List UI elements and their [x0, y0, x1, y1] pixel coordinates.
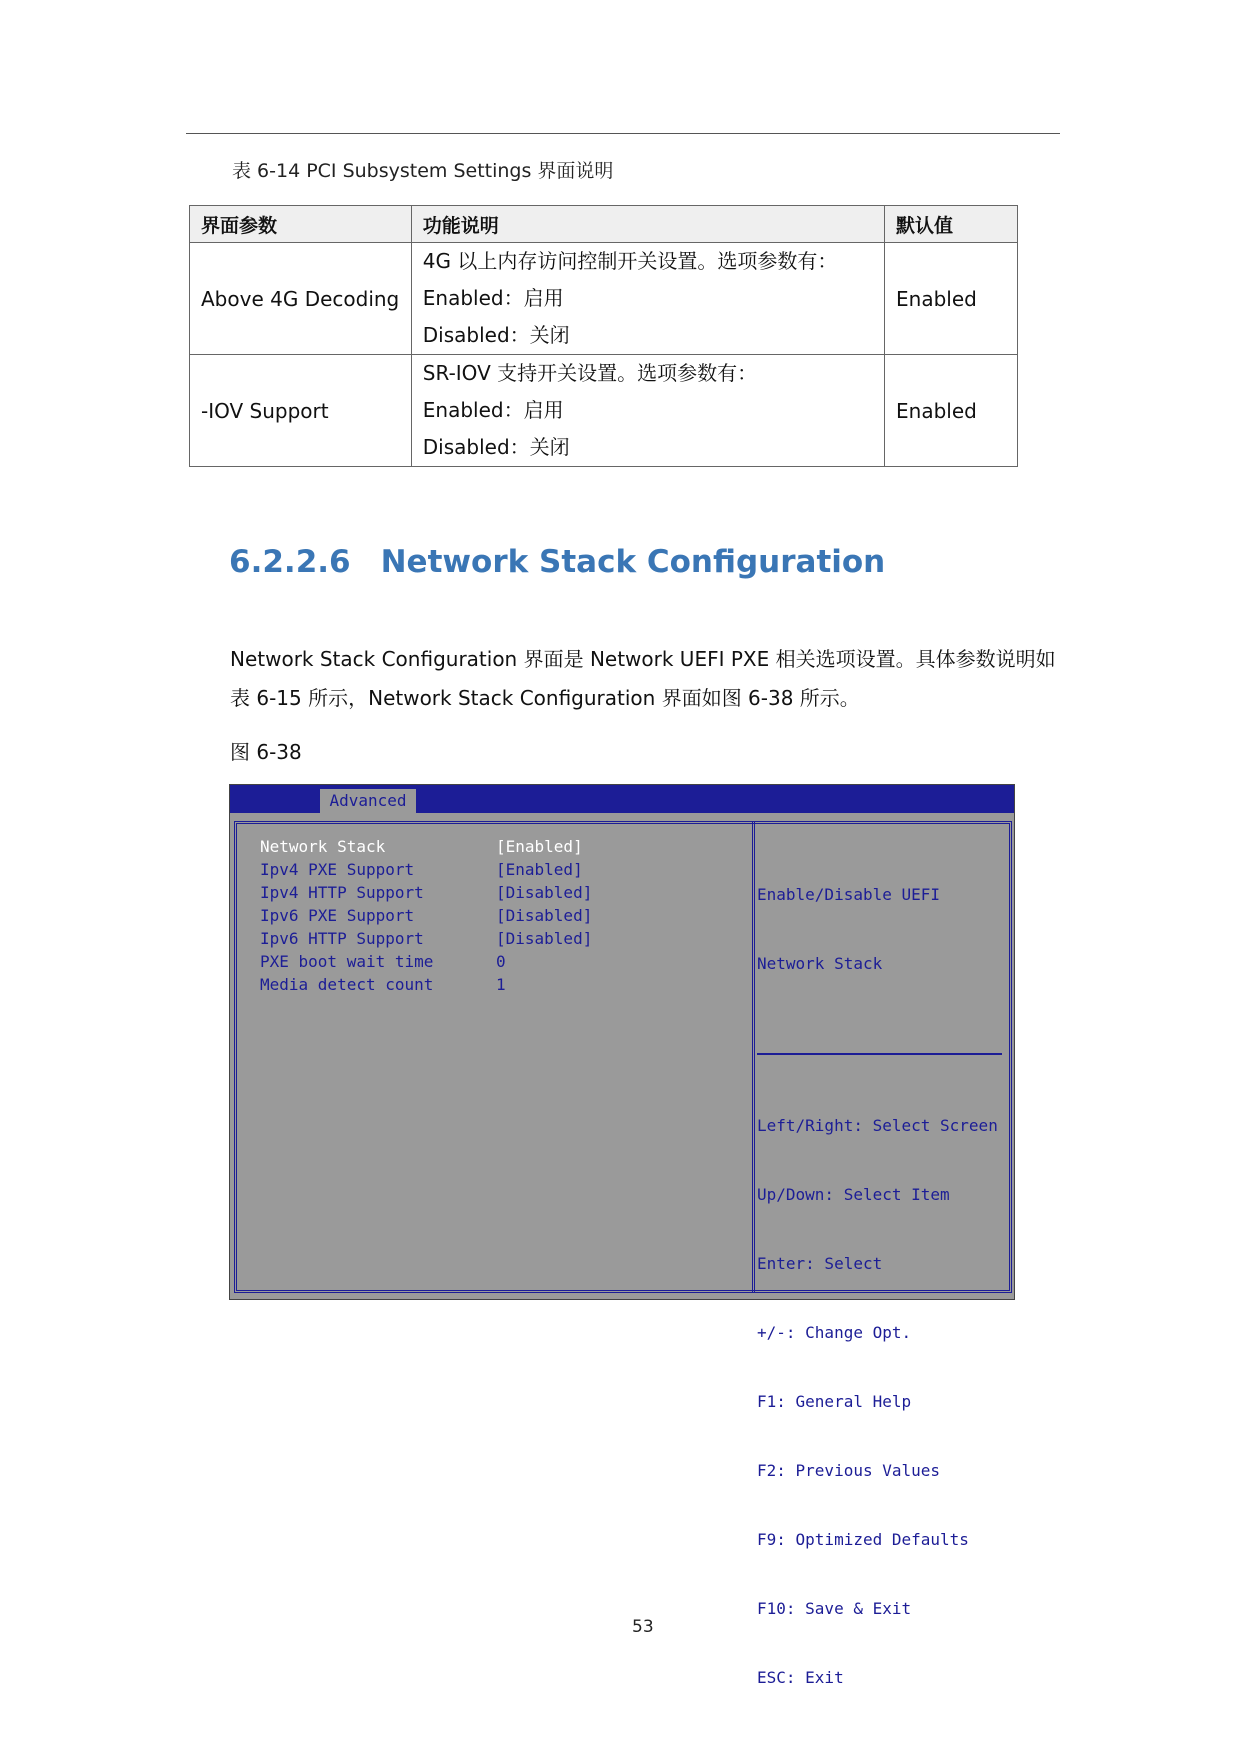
setting-label: Ipv4 PXE Support	[260, 860, 415, 879]
figure-label: 图 6-38	[230, 740, 302, 764]
bios-top-bar	[230, 785, 1014, 813]
setting-ipv4-http-support[interactable]	[260, 883, 592, 902]
setting-label: Ipv6 HTTP Support	[260, 929, 424, 948]
section-number: 6.2.2.6	[229, 544, 351, 580]
key-help	[757, 1068, 998, 1735]
section-heading	[229, 544, 885, 580]
param-cell: Above 4G Decoding	[190, 243, 412, 355]
table-caption: 表 6-14 PCI Subsystem Settings 界面说明	[232, 160, 614, 182]
column-header: 界面参数	[190, 206, 412, 243]
setting-network-stack[interactable]	[260, 837, 583, 856]
setting-ipv6-pxe-support[interactable]	[260, 906, 592, 925]
setting-label: PXE boot wait time	[260, 952, 434, 971]
help-line: Enable/Disable UEFI	[757, 885, 941, 904]
help-line: Network Stack	[757, 954, 883, 973]
setting-label: Network Stack	[260, 837, 386, 856]
desc-cell	[411, 355, 884, 467]
header-rule	[186, 133, 1060, 134]
key-help-line: F10: Save & Exit	[757, 1599, 912, 1618]
setting-value: [Disabled]	[496, 883, 593, 902]
table-row	[190, 243, 1018, 355]
key-help-line: Left/Right: Select Screen	[757, 1116, 998, 1135]
key-help-line: ESC: Exit	[757, 1668, 844, 1687]
bios-divider	[752, 821, 755, 1293]
column-header: 功能说明	[411, 206, 884, 243]
setting-value: [Enabled]	[496, 837, 583, 856]
setting-value: [Disabled]	[496, 906, 593, 925]
table-row	[190, 355, 1018, 467]
default-cell: Enabled	[885, 355, 1018, 467]
column-header: 默认值	[885, 206, 1018, 243]
setting-value: 1	[496, 975, 506, 994]
section-title: Network Stack Configuration	[380, 544, 886, 580]
default-cell: Enabled	[885, 243, 1018, 355]
setting-media-detect-count[interactable]	[260, 975, 506, 994]
table-header-row	[190, 206, 1018, 243]
desc-line: Enabled：启用	[422, 286, 564, 310]
key-help-line: Enter: Select	[757, 1254, 883, 1273]
setting-value: [Enabled]	[496, 860, 583, 879]
param-cell: -IOV Support	[190, 355, 412, 467]
bios-help-rule	[757, 1053, 1002, 1055]
help-description	[757, 837, 940, 1021]
setting-ipv6-http-support[interactable]	[260, 929, 592, 948]
key-help-line: Up/Down: Select Item	[757, 1185, 950, 1204]
key-help-line: F2: Previous Values	[757, 1461, 941, 1480]
key-help-line: +/-: Change Opt.	[757, 1323, 912, 1342]
body-paragraph: Network Stack Configuration 界面是 Network UEFI PXE 相关选项设置。具体参数说明如表 6-15 所示，Network Stack Configuration 界面如图 6-38 所示。	[230, 647, 1056, 710]
tab-advanced[interactable]: Advanced	[320, 789, 416, 813]
page-number: 53	[632, 1617, 654, 1637]
setting-label: Ipv4 HTTP Support	[260, 883, 424, 902]
setting-ipv4-pxe-support[interactable]	[260, 860, 583, 879]
setting-label: Ipv6 PXE Support	[260, 906, 415, 925]
desc-cell	[411, 243, 884, 355]
key-help-line: F9: Optimized Defaults	[757, 1530, 969, 1549]
setting-label: Media detect count	[260, 975, 434, 994]
parameter-table	[189, 205, 1018, 467]
desc-line: SR-IOV 支持开关设置。选项参数有：	[422, 361, 758, 385]
desc-line: Enabled：启用	[422, 398, 564, 422]
desc-line: 4G 以上内存访问控制开关设置。选项参数有：	[422, 249, 838, 273]
desc-line: Disabled：关闭	[422, 323, 570, 347]
desc-line: Disabled：关闭	[422, 435, 570, 459]
key-help-line: F1: General Help	[757, 1392, 912, 1411]
setting-value: [Disabled]	[496, 929, 593, 948]
setting-pxe-boot-wait-time[interactable]	[260, 952, 506, 971]
setting-value: 0	[496, 952, 506, 971]
